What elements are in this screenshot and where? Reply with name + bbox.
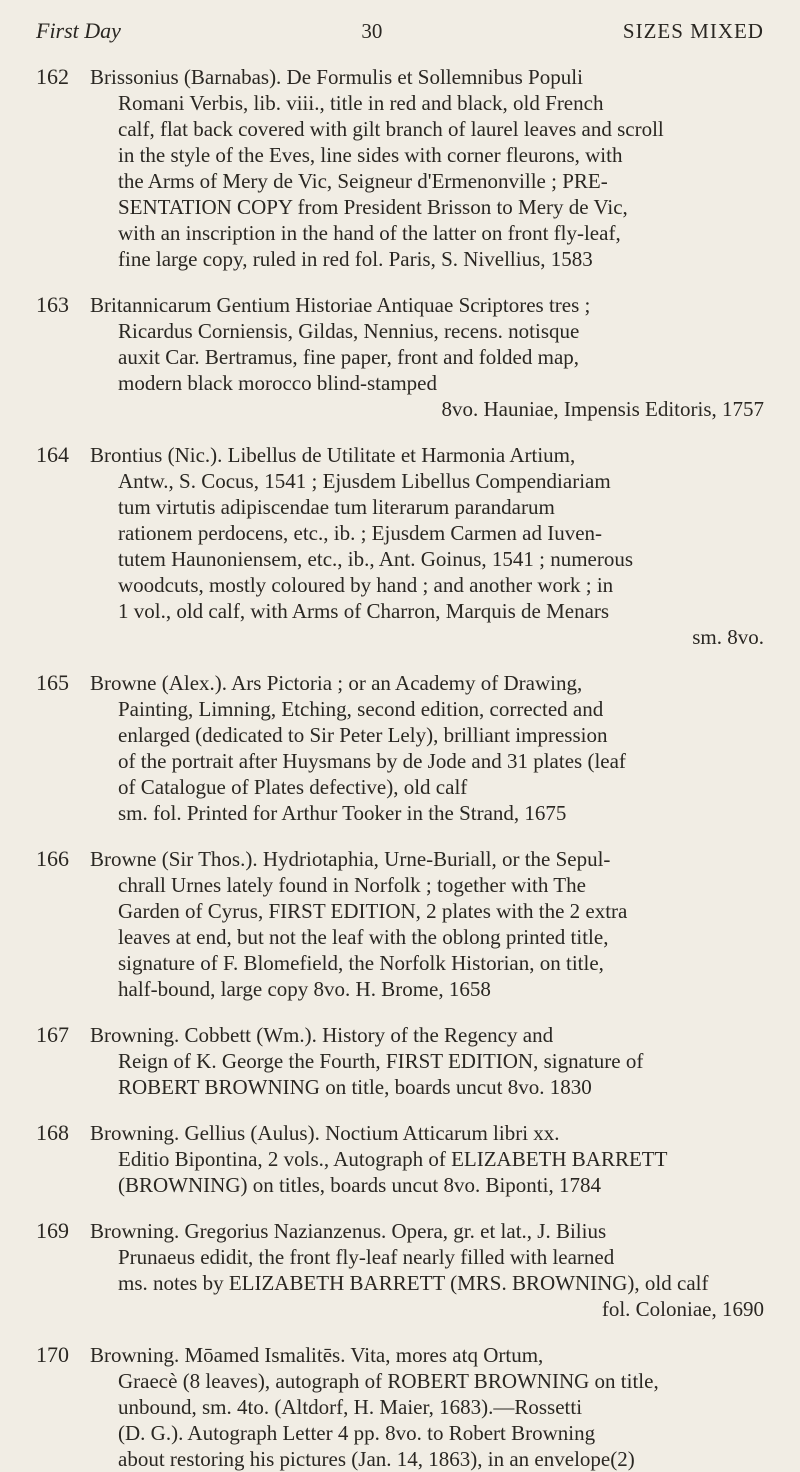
lot-line: tum virtutis adipiscendae tum literarum parandarum <box>118 495 555 519</box>
lot-line: ROBERT BROWNING on title, boards uncut 8vo. 1830 <box>118 1075 592 1099</box>
lot-line: sm. 8vo. <box>692 625 764 649</box>
lot-entry <box>36 64 764 272</box>
lot-line: 1 vol., old calf, with Arms of Charron, Marquis de Menars <box>118 599 610 623</box>
lot-line: (D. G.). Autograph Letter 4 pp. 8vo. to Robert Browning <box>118 1421 596 1445</box>
lot-description <box>90 442 764 650</box>
lot-description <box>90 670 764 826</box>
lot-description <box>90 1218 764 1322</box>
lot-line: 8vo. Hauniae, Impensis Editoris, 1757 <box>441 397 764 421</box>
lot-list <box>36 64 764 1472</box>
lot-entry <box>36 1342 764 1472</box>
lot-line: calf, flat back covered with gilt branch of laurel leaves and scroll <box>118 117 664 141</box>
lot-line: Romani Verbis, lib. viii., title in red and black, old French <box>118 91 604 115</box>
lot-description <box>90 846 764 1002</box>
lot-entry <box>36 1218 764 1322</box>
lot-line: Browne (Alex.). Ars Pictoria ; or an Academy of Drawing, <box>90 671 583 695</box>
page-number: 30 <box>361 19 383 43</box>
lot-line: Graecè (8 leaves), autograph of ROBERT BROWNING on title, <box>118 1369 659 1393</box>
lot-line: enlarged (dedicated to Sir Peter Lely), brilliant impression <box>118 723 608 747</box>
lot-line: leaves at end, but not the leaf with the oblong printed title, <box>118 925 609 949</box>
lot-description <box>90 1120 764 1198</box>
lot-line: Brissonius (Barnabas). De Formulis et Sollemnibus Populi <box>90 65 583 89</box>
lot-line: modern black morocco blind-stamped <box>118 371 437 395</box>
lot-number: 170 <box>36 1342 69 1367</box>
header-right: SIZES MIXED <box>622 19 764 43</box>
lot-line: unbound, sm. 4to. (Altdorf, H. Maier, 1683).—Rossetti <box>118 1395 583 1419</box>
lot-number: 168 <box>36 1120 69 1145</box>
lot-line: auxit Car. Bertramus, fine paper, front and folded map, <box>118 345 580 369</box>
lot-entry <box>36 670 764 826</box>
lot-entry <box>36 1120 764 1198</box>
lot-number: 167 <box>36 1022 69 1047</box>
lot-line: Reign of K. George the Fourth, FIRST EDITION, signature of <box>118 1049 644 1073</box>
lot-line: about restoring his pictures (Jan. 14, 1863), in an envelope(2) <box>118 1447 635 1471</box>
lot-entry <box>36 292 764 422</box>
lot-number: 165 <box>36 670 69 695</box>
lot-line: (BROWNING) on titles, boards uncut 8vo. Biponti, 1784 <box>118 1173 601 1197</box>
lot-description <box>90 292 764 422</box>
lot-line: half-bound, large copy 8vo. H. Brome, 1658 <box>118 977 491 1001</box>
lot-line: rationem perdocens, etc., ib. ; Ejusdem Carmen ad Iuven- <box>118 521 603 545</box>
lot-line: Painting, Limning, Etching, second edition, corrected and <box>118 697 604 721</box>
lot-line: Browning. Mōamed Ismalitēs. Vita, mores atq Ortum, <box>90 1343 544 1367</box>
lot-line: woodcuts, mostly coloured by hand ; and another work ; in <box>118 573 614 597</box>
lot-number: 166 <box>36 846 69 871</box>
lot-line: fol. Coloniae, 1690 <box>601 1297 764 1321</box>
lot-line: Editio Bipontina, 2 vols., Autograph of ELIZABETH BARRETT <box>118 1147 668 1171</box>
lot-line: with an inscription in the hand of the latter on front fly-leaf, <box>118 221 621 245</box>
lot-line: Ricardus Corniensis, Gildas, Nennius, recens. notisque <box>118 319 580 343</box>
lot-line: Prunaeus edidit, the front fly-leaf nearly filled with learned <box>118 1245 615 1269</box>
lot-line: Browning. Gellius (Aulus). Noctium Atticarum libri xx. <box>90 1121 560 1145</box>
lot-number: 163 <box>36 292 69 317</box>
lot-line: ms. notes by ELIZABETH BARRETT (MRS. BROWNING), old calf <box>118 1271 709 1295</box>
lot-line: fine large copy, ruled in red fol. Paris, S. Nivellius, 1583 <box>118 247 593 271</box>
lot-line: Browning. Cobbett (Wm.). History of the Regency and <box>90 1023 554 1047</box>
running-head <box>36 18 764 44</box>
lot-line: in the style of the Eves, line sides with corner fleurons, with <box>118 143 623 167</box>
lot-line: Browning. Gregorius Nazianzenus. Opera, gr. et lat., J. Bilius <box>90 1219 607 1243</box>
header-left: First Day <box>36 18 121 43</box>
lot-entry <box>36 846 764 1002</box>
lot-entry <box>36 1022 764 1100</box>
lot-line: sm. fol. Printed for Arthur Tooker in the Strand, 1675 <box>118 801 567 825</box>
lot-line: signature of F. Blomefield, the Norfolk Historian, on title, <box>118 951 604 975</box>
lot-entry <box>36 442 764 650</box>
lot-line: the Arms of Mery de Vic, Seigneur d'Ermenonville ; PRE- <box>118 169 608 193</box>
lot-description <box>90 1342 764 1472</box>
lot-line: chrall Urnes lately found in Norfolk ; together with The <box>118 873 586 897</box>
lot-line: Brontius (Nic.). Libellus de Utilitate et Harmonia Artium, <box>90 443 576 467</box>
lot-line: Antw., S. Cocus, 1541 ; Ejusdem Libellus Compendiariam <box>118 469 611 493</box>
lot-number: 162 <box>36 64 69 89</box>
lot-line: SENTATION COPY from President Brisson to Mery de Vic, <box>118 195 628 219</box>
lot-number: 169 <box>36 1218 69 1243</box>
lot-description <box>90 64 764 272</box>
lot-line: of Catalogue of Plates defective), old calf <box>118 775 468 799</box>
lot-line: Britannicarum Gentium Historiae Antiquae Scriptores tres ; <box>90 293 591 317</box>
lot-line: Browne (Sir Thos.). Hydriotaphia, Urne-Buriall, or the Sepul- <box>90 847 611 871</box>
lot-description <box>90 1022 764 1100</box>
lot-line: tutem Haunoniensem, etc., ib., Ant. Goinus, 1541 ; numerous <box>118 547 634 571</box>
lot-line: Garden of Cyrus, FIRST EDITION, 2 plates with the 2 extra <box>118 899 628 923</box>
lot-number: 164 <box>36 442 69 467</box>
lot-line: of the portrait after Huysmans by de Jode and 31 plates (leaf <box>118 749 626 773</box>
